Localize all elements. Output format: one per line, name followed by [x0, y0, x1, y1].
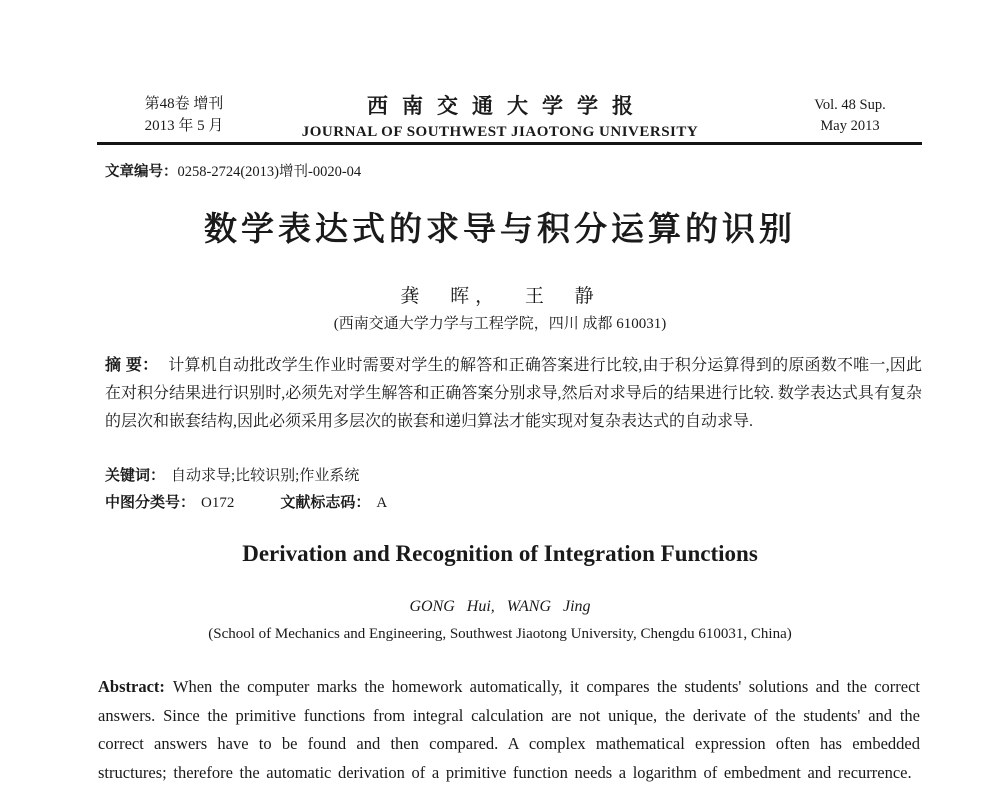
abstract-text-cn: 计算机自动批改学生作业时需要对学生的解答和正确答案进行比较,由于积分运算得到的原函数不唯一,因此在对积分结果进行识别时,必须先对学生解答和正确答案分别求导,然后对求导后的结果进行比较. 数学表达式具有复杂的层次和嵌套结构,因此必须采用多层次的嵌套和递归算法才能实现对复杂表达式的自动求导.	[105, 357, 922, 430]
affiliation-cn: (西南交通大学力学与工程学院，四川 成都 610031)	[333, 316, 667, 332]
date-line-cn: 2013 年 5 月	[144, 118, 224, 134]
article-number-value: 0258-2724(2013)增刊-0020-04	[177, 164, 362, 180]
date-line-en: May 2013	[820, 118, 880, 134]
paper-title-en: Derivation and Recognition of Integration Functions	[242, 541, 758, 566]
keywords-value: 自动求导;比较识别;作业系统	[171, 468, 360, 484]
authors-en: GONG Hui, WANG Jing	[409, 598, 591, 615]
doc-code-value: A	[376, 495, 388, 511]
header-volume-en	[780, 95, 920, 137]
volume-line-en: Vol. 48 Sup.	[814, 97, 886, 113]
keywords-label: 关键词：	[105, 467, 166, 484]
keywords-line	[105, 464, 359, 485]
abstract-cn	[105, 352, 922, 436]
clc-label: 中图分类号：	[105, 494, 196, 511]
abstract-text-en: When the computer marks the homework automatically, it compares the students' solutions and the correct answers. Since the primitive functions from integral calculation are not unique, the derivate of the students' and the correct answers have to be found and then compared. A complex mathematical expression often has embedded structures; therefore the automatic derivation of a primitive function needs a logarithm of embedment and recurrence.	[98, 677, 920, 782]
classification-line	[105, 491, 387, 512]
abstract-en	[98, 673, 920, 787]
article-number	[105, 160, 361, 181]
journal-name-en: JOURNAL OF SOUTHWEST JIAOTONG UNIVERSITY	[301, 124, 699, 140]
header-divider-rule	[97, 142, 922, 145]
doc-code-label: 文献标志码：	[280, 494, 371, 511]
authors-cn: 龚 晖， 王 静	[400, 286, 600, 307]
article-number-label: 文章编号：	[105, 164, 178, 180]
paper-title-cn: 数学表达式的求导与积分运算的识别	[204, 210, 796, 247]
abstract-label-cn: 摘 要：	[105, 357, 159, 374]
journal-name-cn: 西南交通大学学报	[367, 95, 647, 118]
abstract-label-en: Abstract:	[98, 677, 165, 696]
volume-line-cn: 第48卷 增刊	[144, 96, 224, 112]
affiliation-en: (School of Mechanics and Engineering, Southwest Jiaotong University, Chengdu 610031, China)	[208, 626, 792, 642]
clc-value: O172	[201, 495, 235, 511]
